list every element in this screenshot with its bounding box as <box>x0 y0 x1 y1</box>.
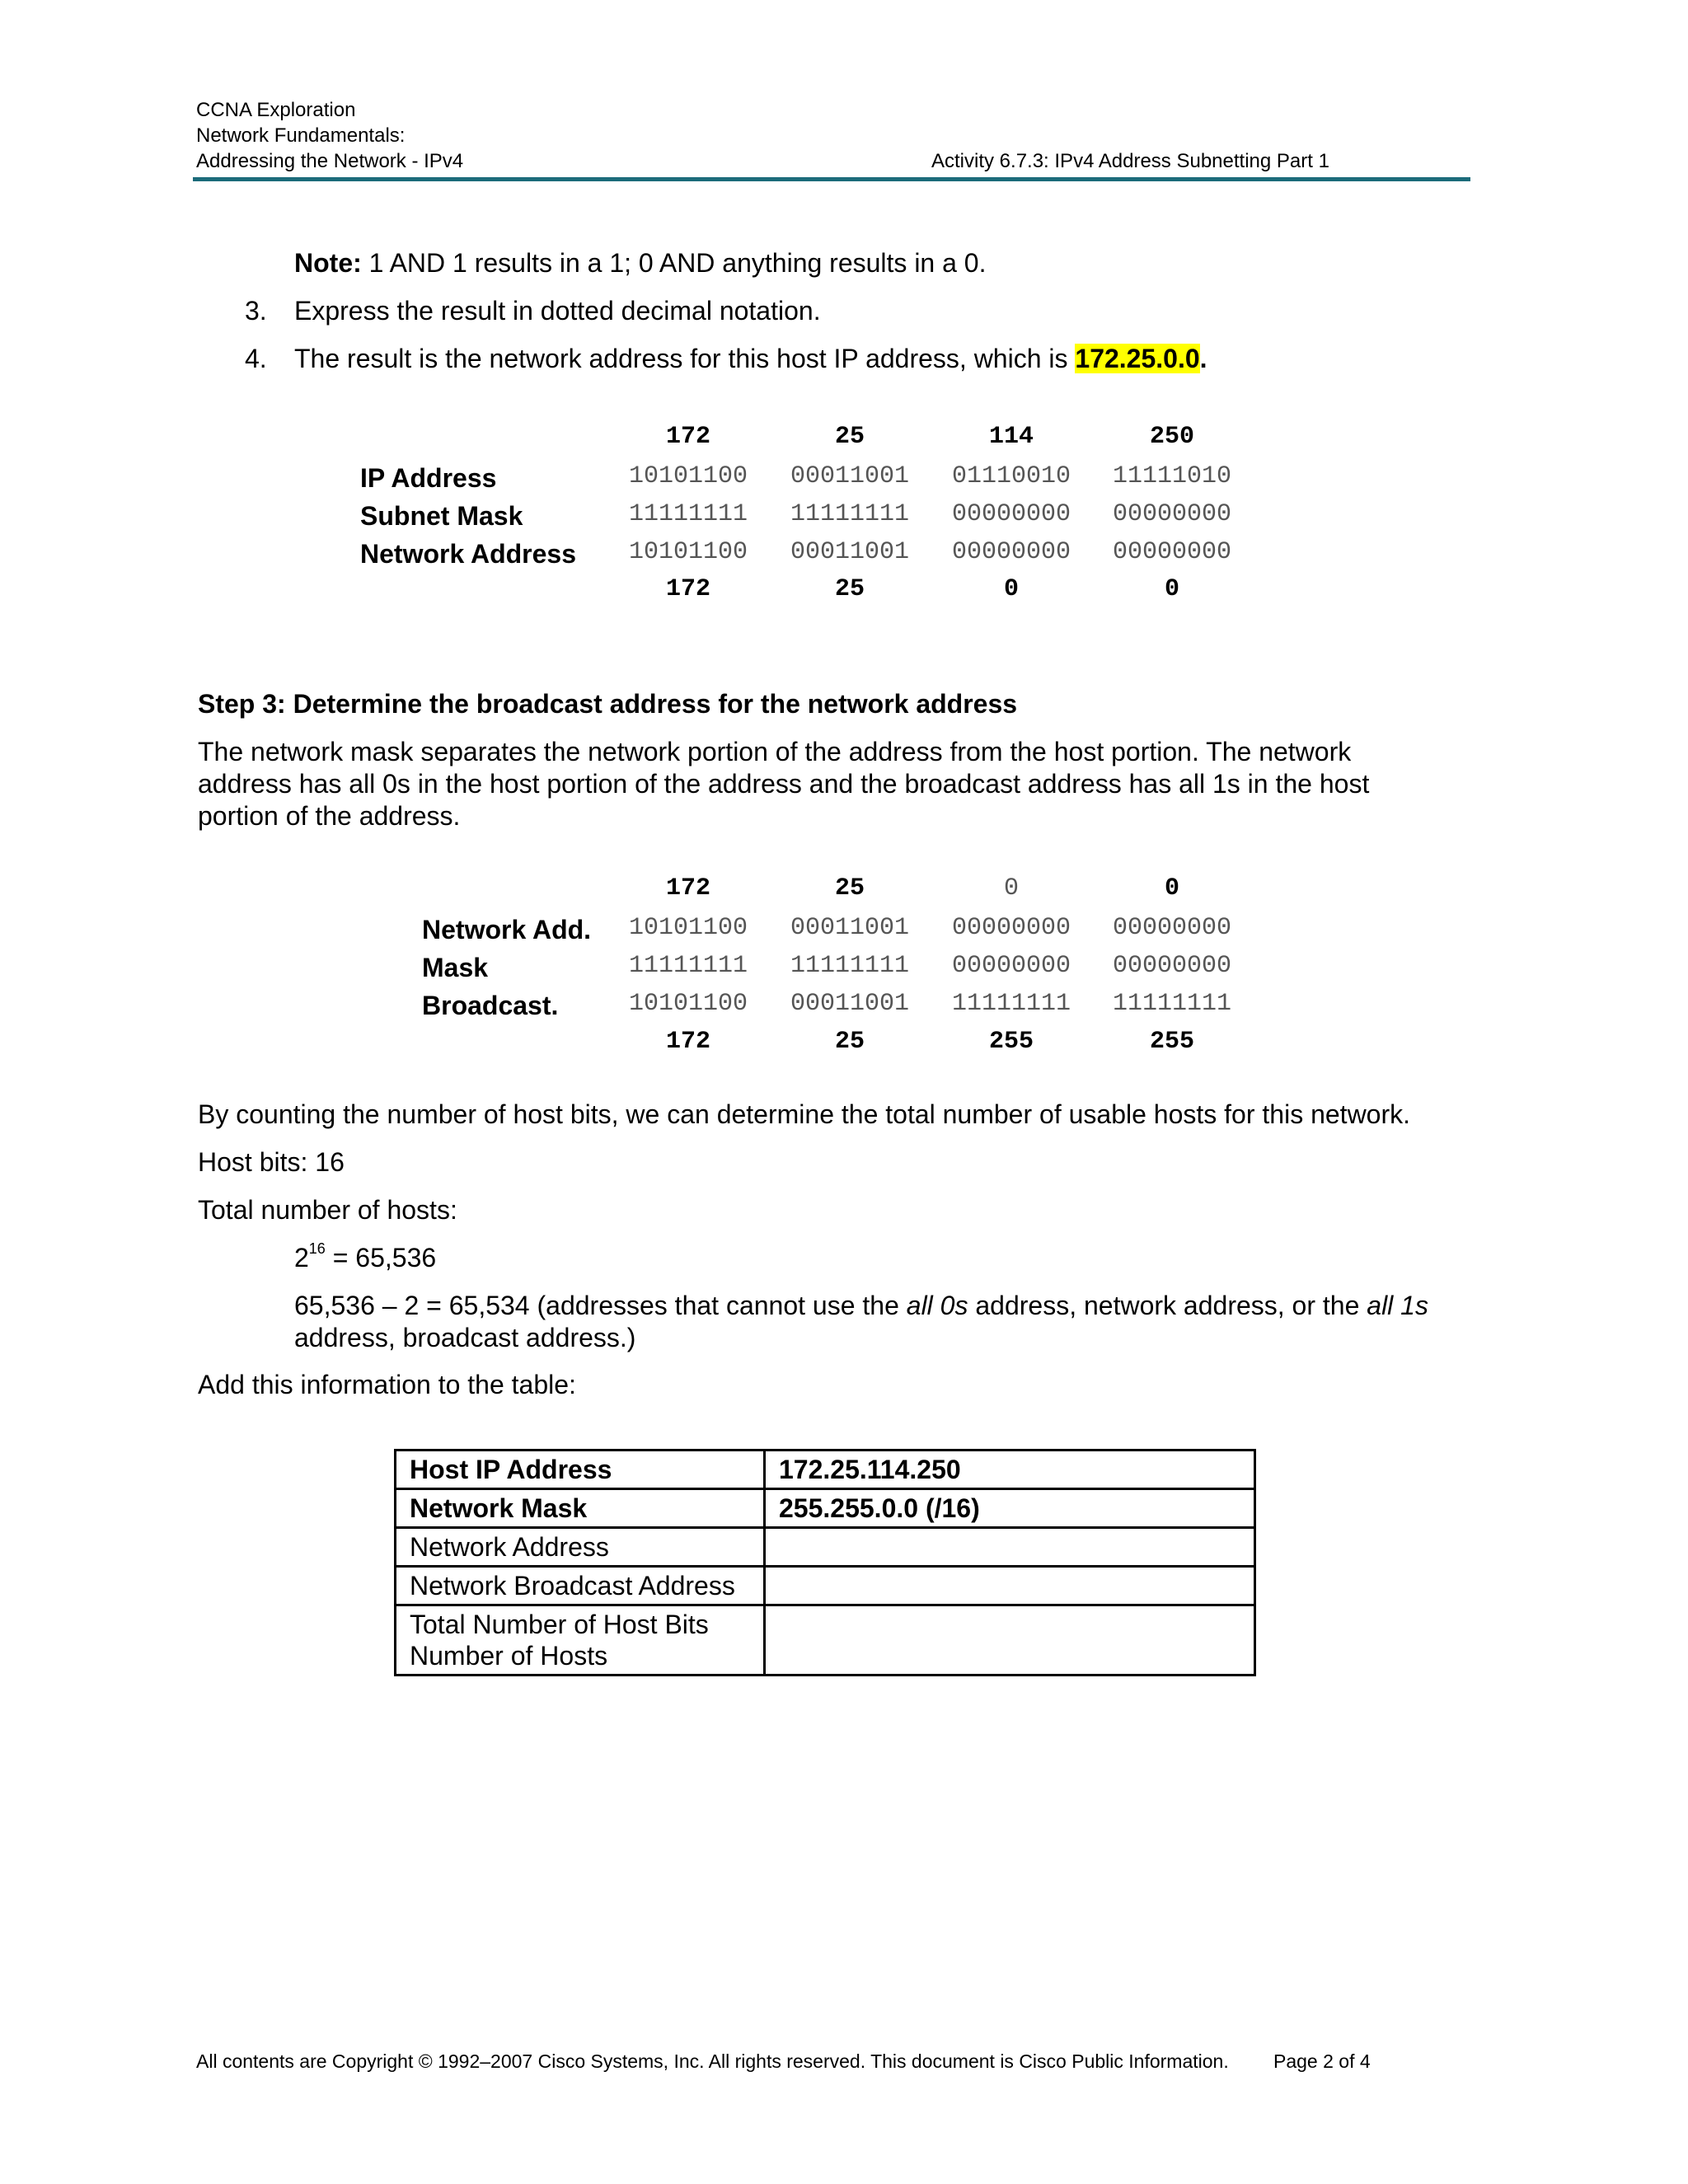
header-line-3: Addressing the Network - IPv4 <box>196 150 464 172</box>
paragraph-line: portion of the address. <box>198 801 461 831</box>
octet-bits: 00000000 <box>1112 914 1232 942</box>
octet-decimal: 250 <box>1149 423 1194 451</box>
step-3-text: Express the result in dotted decimal notation. <box>294 296 821 326</box>
host-bits-text: Host bits: 16 <box>198 1147 345 1177</box>
octet-decimal: 0 <box>1003 874 1019 902</box>
total-hosts-label: Total number of hosts: <box>198 1195 457 1225</box>
row-label-ip-address: IP Address <box>360 463 497 493</box>
add-info-text: Add this information to the table: <box>198 1370 576 1399</box>
network-address-highlight: 172.25.0.0 <box>1075 344 1200 373</box>
table-cell-label-line: Number of Hosts <box>410 1641 608 1671</box>
octet-bits: 00011001 <box>790 914 910 942</box>
pow-exponent: 16 <box>308 1240 326 1258</box>
usable-hosts-calc <box>294 1290 1531 1354</box>
octet-bits: 10101100 <box>628 990 748 1018</box>
octet-bits: 00000000 <box>1112 500 1232 528</box>
header-line-2: Network Fundamentals: <box>196 124 406 147</box>
octet-decimal: 255 <box>1149 1028 1194 1056</box>
pow-base: 2 <box>294 1243 309 1272</box>
footer-copyright: All contents are Copyright © 1992–2007 Cisco Systems, Inc. All rights reserved. This document is Cisco Public Information. <box>196 2050 1229 2072</box>
octet-bits: 10101100 <box>628 462 748 490</box>
octet-bits: 11111111 <box>1112 990 1232 1018</box>
table-cell-label: Network Broadcast Address <box>396 1567 765 1605</box>
step-4-text-main: The result is the network address for this host IP address, which is <box>294 344 1076 373</box>
table-cell-value[interactable] <box>765 1528 1255 1567</box>
calc-line-2: address, broadcast address.) <box>294 1323 636 1352</box>
octet-bits: 00011001 <box>790 990 910 1018</box>
address-info-table <box>394 1449 1256 1676</box>
octet-decimal: 25 <box>834 423 865 451</box>
octet-decimal: 172 <box>665 423 710 451</box>
step-3-heading: Step 3: Determine the broadcast address for the network address <box>198 689 1018 719</box>
row-label-network-address: Network Address <box>360 539 576 569</box>
calc-italic-all-0s: all 0s <box>906 1291 968 1320</box>
bcast-top-decimals <box>0 874 1688 907</box>
octet-decimal: 172 <box>665 575 710 603</box>
octet-decimal: 25 <box>834 874 865 902</box>
octet-bits: 00000000 <box>951 500 1071 528</box>
table-cell-value[interactable] <box>765 1605 1255 1675</box>
octet-bits: 11111111 <box>790 952 910 980</box>
mask-bits-row <box>0 952 1688 985</box>
octet-bits: 00000000 <box>951 952 1071 980</box>
calc-line-1 <box>294 1290 1531 1322</box>
note-label: Note: <box>294 248 362 278</box>
octet-decimal: 255 <box>988 1028 1034 1056</box>
table-cell-value: 172.25.114.250 <box>765 1451 1255 1489</box>
row-label-mask: Mask <box>422 953 489 982</box>
table-row <box>396 1528 1255 1567</box>
octet-bits: 11111111 <box>628 952 748 980</box>
step-4-period: . <box>1199 344 1207 373</box>
octet-decimal: 0 <box>1164 874 1179 902</box>
octet-decimal: 25 <box>834 575 865 603</box>
pow-result: = 65,536 <box>325 1243 437 1272</box>
octet-decimal: 114 <box>988 423 1034 451</box>
table-row <box>396 1567 1255 1605</box>
table-cell-value[interactable] <box>765 1567 1255 1605</box>
table-row <box>396 1605 1255 1675</box>
network-add-bits-row <box>0 914 1688 947</box>
broadcast-binary-table <box>0 0 1688 1071</box>
octet-bits: 00011001 <box>790 462 910 490</box>
paragraph-line: The network mask separates the network portion of the address from the host portion. The network <box>198 737 1352 766</box>
octet-decimal: 172 <box>665 1028 710 1056</box>
octet-bits: 10101100 <box>628 538 748 566</box>
octet-bits: 00000000 <box>951 914 1071 942</box>
step-4-number: 4. <box>245 344 267 373</box>
table-row <box>396 1451 1255 1489</box>
paragraph-line: address has all 0s in the host portion of the address and the broadcast address has all 1s in the host <box>198 769 1370 799</box>
calc-text: address, network address, or the <box>968 1291 1367 1320</box>
octet-decimal: 0 <box>1164 575 1179 603</box>
row-label-network-add: Network Add. <box>422 915 592 944</box>
calc-italic-all-1s: all 1s <box>1367 1291 1428 1320</box>
row-label-broadcast: Broadcast. <box>422 991 559 1020</box>
footer-page-number: Page 2 of 4 <box>1273 2050 1371 2072</box>
header-line-1: CCNA Exploration <box>196 99 356 121</box>
calc-text: 65,536 – 2 = 65,534 (addresses that cannot use the <box>294 1291 907 1320</box>
step-3-number: 3. <box>245 296 267 326</box>
table-cell-label: Network Address <box>396 1528 765 1567</box>
octet-bits: 11111111 <box>628 500 748 528</box>
octet-bits: 10101100 <box>628 914 748 942</box>
octet-decimal: 25 <box>834 1028 865 1056</box>
power-of-two-formula <box>294 1242 436 1274</box>
row-label-subnet-mask: Subnet Mask <box>360 501 523 531</box>
table-cell-label: Host IP Address <box>396 1451 765 1489</box>
host-counting-text: By counting the number of host bits, we can determine the total number of usable hosts for this network. <box>198 1099 1411 1129</box>
octet-decimal: 0 <box>1003 575 1019 603</box>
octet-bits: 00000000 <box>1112 538 1232 566</box>
octet-bits: 11111010 <box>1112 462 1232 490</box>
octet-bits: 00000000 <box>951 538 1071 566</box>
octet-bits: 00000000 <box>1112 952 1232 980</box>
table-cell-label <box>396 1605 765 1675</box>
table-cell-value: 255.255.0.0 (/16) <box>765 1489 1255 1528</box>
table-row <box>396 1489 1255 1528</box>
broadcast-bits-row <box>0 990 1688 1023</box>
octet-bits: 11111111 <box>951 990 1071 1018</box>
table-cell-label: Network Mask <box>396 1489 765 1528</box>
bcast-bottom-decimals <box>0 1028 1688 1061</box>
octet-bits: 11111111 <box>790 500 910 528</box>
table-cell-label-line: Total Number of Host Bits <box>410 1610 709 1639</box>
octet-bits: 01110010 <box>951 462 1071 490</box>
note-text: 1 AND 1 results in a 1; 0 AND anything results in a 0. <box>361 248 987 278</box>
header-activity: Activity 6.7.3: IPv4 Address Subnetting Part 1 <box>931 150 1329 172</box>
octet-bits: 00011001 <box>790 538 910 566</box>
octet-decimal: 172 <box>665 874 710 902</box>
